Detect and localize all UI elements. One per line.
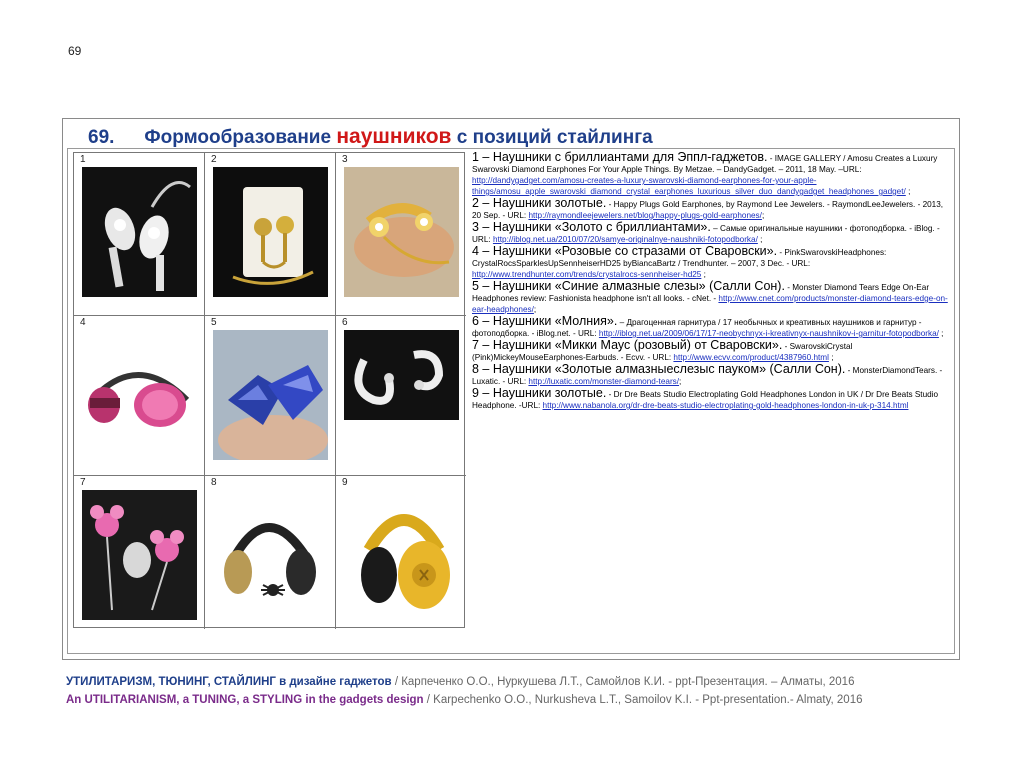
reference-tail: ;: [679, 377, 682, 386]
mickey-mouse-earphones-image: [82, 490, 197, 620]
footer-citation: [66, 673, 863, 709]
grid-cell: [336, 476, 466, 629]
reference-link[interactable]: http://dandygadget.com/amosu-creates-a-luxury-swarovski-diamond-earphones-for-your-apple-things/amosu_apple_swarovski_diamond_crystal_earphones_luxurious_silver_duo_dandygadget_headphones_gadget/: [472, 176, 906, 196]
page-number: 69: [68, 44, 82, 58]
grid-cell: [336, 153, 466, 316]
lightning-earphones-image: [344, 330, 459, 460]
reference-link[interactable]: http://www.nabanola.org/dr-dre-beats-studio-electroplating-gold-headphones-london-in-uk-p-314.html: [542, 401, 909, 410]
reference-text: - IMAGE GALLERY / Amosu Creates a Luxury Swarovski Diamond Earphones For Your Apple Things. By Metzae. – DandyGadget. – 2011, 18 May. –URL:: [472, 154, 938, 174]
cell-number: 7: [80, 477, 86, 488]
reference-item: [472, 364, 952, 387]
reference-item: [472, 388, 952, 411]
reference-item: [472, 316, 952, 339]
reference-title: 1 – Наушники с бриллиантами для Эппл-гаджетов.: [472, 150, 768, 164]
grid-cell: [74, 153, 205, 316]
reference-list: [472, 152, 952, 412]
reference-tail: ;: [701, 270, 706, 279]
reference-item: [472, 152, 952, 197]
cell-number: 5: [211, 317, 217, 328]
reference-title: 2 – Наушники золотые.: [472, 196, 607, 210]
reference-tail: ;: [761, 211, 765, 220]
reference-item: [472, 222, 952, 245]
image-grid: [73, 152, 465, 628]
reference-text: - SwarovskiCrystal (Pink)MickeyMouseEarphones-Earbuds. - Ecvv. - URL:: [472, 342, 853, 362]
reference-tail: ;: [828, 353, 834, 362]
footer-title-ru: УТИЛИТАРИЗМ, ТЮНИНГ, СТАЙЛИНГ в дизайне гаджетов: [66, 676, 392, 688]
reference-title: 3 – Наушники «Золото с бриллиантами».: [472, 220, 711, 234]
grid-cell: [336, 316, 466, 476]
pink-swarovski-headphones-image: [82, 330, 197, 460]
cell-number: 1: [80, 154, 86, 165]
reference-item: [472, 340, 952, 363]
footer-line-ru: [66, 673, 863, 691]
gold-diamond-earphones-image: [344, 167, 459, 297]
slide-title: [88, 125, 653, 149]
reference-title: 7 – Наушники «Микки Маус (розовый) от Сваровски».: [472, 338, 783, 352]
reference-tail: ;: [757, 235, 763, 244]
reference-link[interactable]: http://iblog.net.ua/2009/06/17/17-neobychnyx-i-kreativnyx-naushnikov-i-garnitur-fotopodborka/: [598, 329, 939, 338]
footer-title-en: An UTILITARIANISM, a TUNING, a STYLING in the gadgets design: [66, 694, 424, 706]
reference-item: [472, 246, 952, 280]
grid-cell: [205, 153, 336, 316]
grid-cell: [74, 316, 205, 476]
footer-authors-en: / Karpechenko O.O., Nurkusheva L.T., Samoilov K.I. - Ppt-presentation.- Almaty, 2016: [423, 694, 863, 706]
reference-link[interactable]: http://www.cnet.com/products/monster-diamond-tears-edge-on-ear-headphones/: [472, 294, 948, 314]
cell-number: 4: [80, 317, 86, 328]
slide-title-accent: наушников: [336, 125, 452, 148]
reference-text: - MonsterDiamondTears. - Luxatic. - URL:: [472, 366, 943, 386]
reference-tail: ;: [533, 305, 537, 314]
reference-link[interactable]: http://iblog.net.ua/2010/07/20/samye-originalnye-naushniki-fotopodborka/: [492, 235, 758, 244]
cell-number: 8: [211, 477, 217, 488]
grid-cell: [74, 476, 205, 629]
footer-line-en: [66, 691, 863, 709]
slide-title-text: Формообразование: [144, 127, 337, 148]
reference-item: [472, 198, 952, 221]
reference-tail: ;: [938, 329, 944, 338]
grid-cell: [205, 316, 336, 476]
grid-cell: [205, 476, 336, 629]
cell-number: 3: [342, 154, 348, 165]
reference-text: - Happy Plugs Gold Earphones, by Raymond Lee Jewelers. - RaymondLeeJewelers. - 2013, 20 Sep. - URL:: [472, 200, 944, 220]
reference-title: 9 – Наушники золотые.: [472, 386, 607, 400]
reference-title: 5 – Наушники «Синие алмазные слезы» (Салли Сон).: [472, 279, 785, 293]
gold-spider-headphones-image: [213, 490, 328, 620]
reference-text: – Самые оригинальные наушники - фотоподборка. - iBlog. - URL:: [472, 224, 940, 244]
cell-number: 9: [342, 477, 348, 488]
reference-title: 8 – Наушники «Золотые алмазныеслезыс пауком» (Салли Сон).: [472, 362, 846, 376]
reference-title: 6 – Наушники «Молния».: [472, 314, 618, 328]
reference-text: - Dr Dre Beats Studio Electroplating Gold Headphones London in UK / Dr Dre Beats Studio Headphone. -URL:: [472, 390, 939, 410]
diamond-earphones-image: [82, 167, 197, 297]
cell-number: 2: [211, 154, 217, 165]
reference-link[interactable]: http://www.trendhunter.com/trends/crystalrocs-sennheiser-hd25: [472, 270, 702, 279]
reference-item: [472, 281, 952, 315]
reference-link[interactable]: http://raymondleejewelers.net/blog/happy-plugs-gold-earphones/: [528, 211, 762, 220]
reference-link[interactable]: http://luxatic.com/monster-diamond-tears/: [528, 377, 680, 386]
slide-title-number: 69.: [88, 127, 115, 148]
reference-text: - Monster Diamond Tears Edge On-Ear Headphones review: Fashionista headphone isn't all looks. - cNet. -: [472, 283, 930, 303]
reference-title: 4 – Наушники «Розовые со стразами от Сваровски».: [472, 244, 778, 258]
footer-authors-ru: / Карпеченко О.О., Нуркушева Л.Т., Самойлов К.И. - ppt-Презентация. – Алматы, 2016: [391, 676, 855, 688]
gold-earphones-image: [213, 167, 328, 297]
blue-diamond-tears-headphones-image: [213, 330, 328, 460]
reference-link[interactable]: http://www.ecvv.com/product/4387960.html: [673, 353, 829, 362]
cell-number: 6: [342, 317, 348, 328]
slide-title-text-end: с позиций стайлинга: [451, 127, 653, 148]
reference-text: - PinkSwarovskiHeadphones: CrystalRocsSparklesUpSennheiserHD25 byBiancaBartz / Trendhunter. – 2007, 3 Dec. - URL:: [472, 248, 887, 268]
gold-beats-headphones-image: [344, 490, 459, 620]
reference-tail: ;: [905, 187, 911, 196]
reference-text: – Драгоценная гарнитура / 17 необычных и креативных наушников и гарнитур - фотоподборка. - iBlog.net. - URL:: [472, 318, 922, 338]
